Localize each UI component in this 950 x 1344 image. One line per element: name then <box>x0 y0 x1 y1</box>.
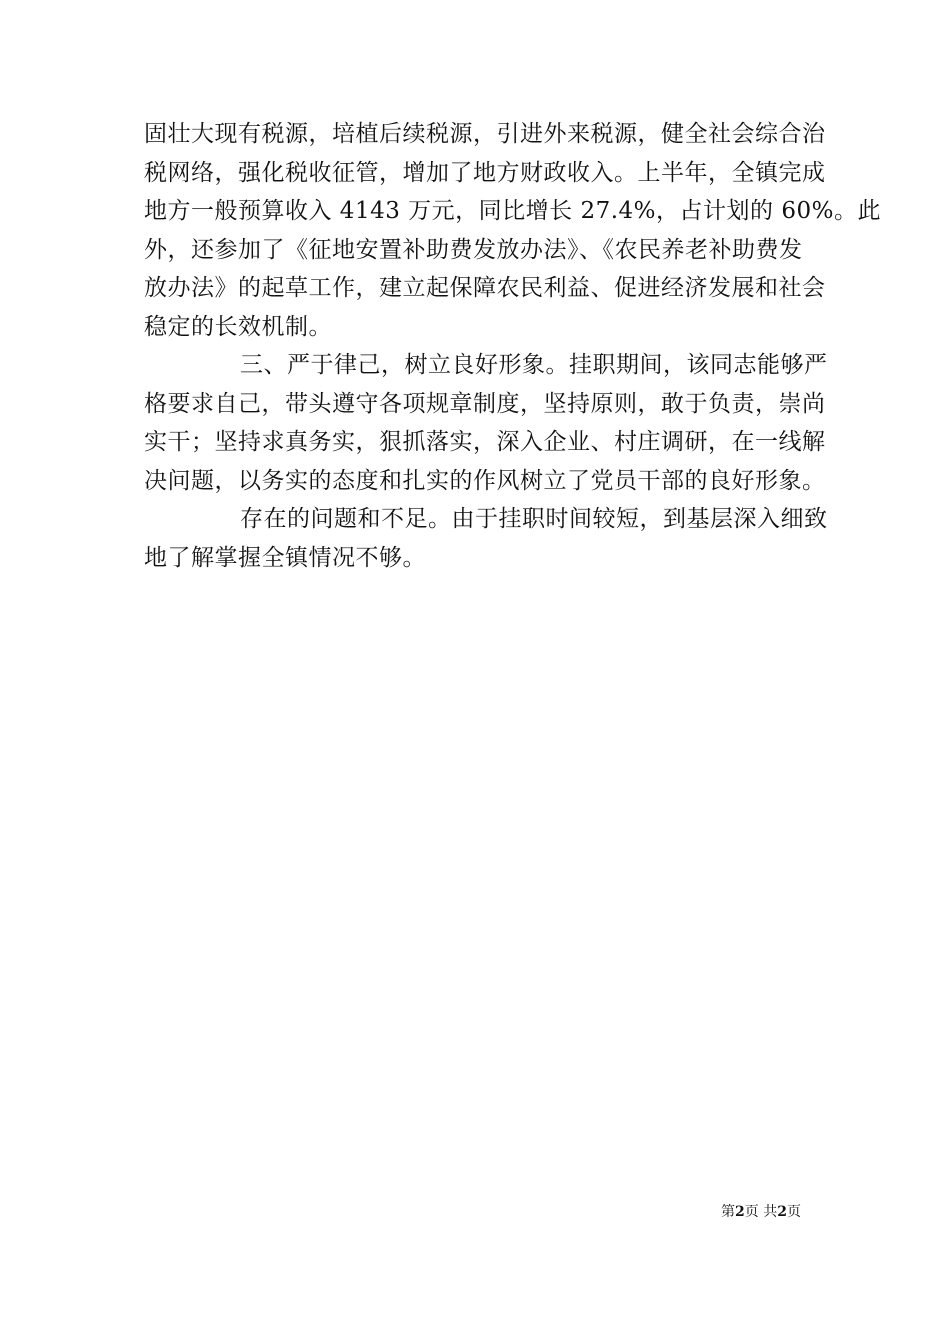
text-line: 格要求自己，带头遵守各项规章制度，坚持原则，敢于负责，崇尚 <box>144 390 826 417</box>
text-line: 税网络，强化税收征管，增加了地方财政收入。上半年，全镇完成 <box>144 159 826 186</box>
text-line: 决问题，以务实的态度和扎实的作风树立了党员干部的良好形象。 <box>144 467 826 494</box>
paragraph-tax-revenue <box>144 115 881 346</box>
text-line: 稳定的长效机制。 <box>144 313 332 340</box>
current-page-number: 2 <box>735 1204 745 1220</box>
paragraph-self-discipline <box>144 346 828 500</box>
footer-prefix: 第 <box>721 1204 735 1220</box>
total-page-number: 2 <box>777 1204 787 1220</box>
text-line: 外，还参加了《征地安置补助费发放办法》、《农民养老补助费发 <box>144 236 803 263</box>
text-line: 地了解掌握全镇情况不够。 <box>144 544 426 571</box>
paragraph-shortcomings <box>144 500 828 577</box>
text-line: 存在的问题和不足。由于挂职时间较短，到基层深入细致 <box>240 506 828 532</box>
document-body <box>144 115 881 577</box>
text-line: 地方一般预算收入 4143 万元，同比增长 27.4%，占计划的 60%。此 <box>144 198 881 224</box>
text-line: 固壮大现有税源，培植后续税源，引进外来税源，健全社会综合治 <box>144 121 826 147</box>
footer-suffix: 页 <box>786 1204 801 1220</box>
text-line: 实干；坚持求真务实，狠抓落实，深入企业、村庄调研，在一线解 <box>144 429 826 455</box>
footer-middle: 页 共 <box>744 1204 778 1220</box>
page-number-footer <box>721 1203 801 1221</box>
text-line: 放办法》的起草工作，建立起保障农民利益、促进经济发展和社会 <box>144 275 826 301</box>
text-line: 三、严于律己，树立良好形象。挂职期间，该同志能够严 <box>240 352 828 378</box>
